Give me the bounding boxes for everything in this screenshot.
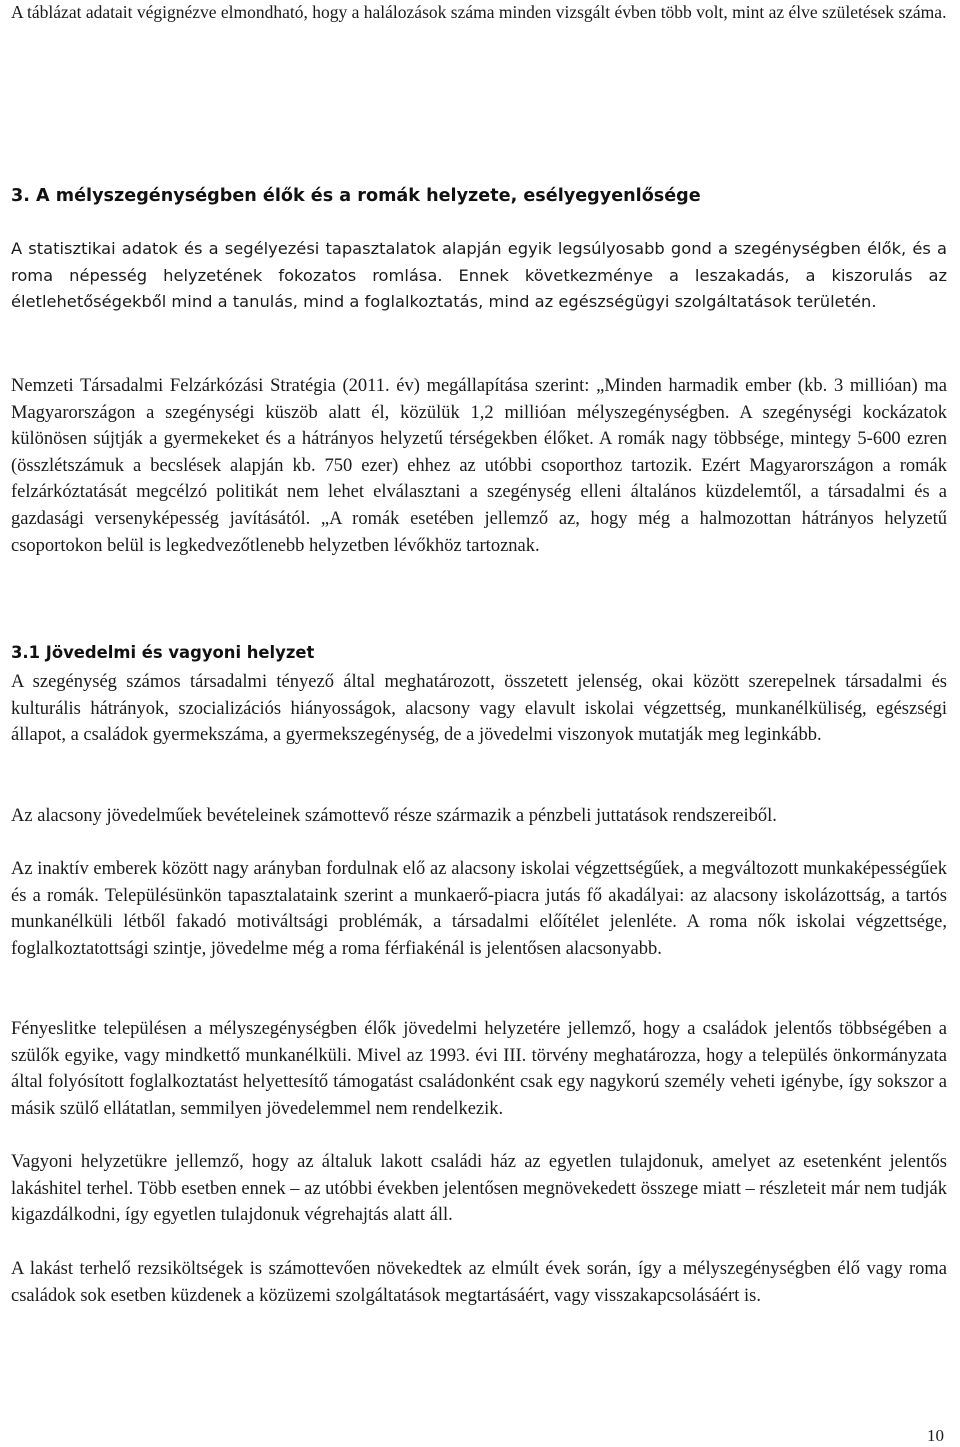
section-3-1-paragraph-1: A szegénység számos társadalmi tényező által meghatározott, összetett jelenség, okai között szerepelnek társadalmi és kulturális hátrányok, szocializációs hiányosságok, alacsony vagy elavult iskolai végzettség, munkanélküliség, egészségi állapot, a családok gyermekszáma, a gyermekszegénység, de a jövedelmi viszonyok mutatják meg leginkább. <box>11 672 947 746</box>
section-3-1-heading: 3.1 Jövedelmi és vagyoni helyzet <box>11 643 315 662</box>
section-3-1-paragraph-4: Fényeslitke településen a mélyszegénységben élők jövedelmi helyzetére jellemző, hogy a családok jelentős többségében a szülők egyike, vagy mindkettő munkanélküli. Mivel az 1993. évi III. törvény meghatározza, hogy a település önkormányzata által folyósított foglalkoztatást helyettesítő támogatást családonként csak egy nagykorú személy veheti igénybe, így sokszor a másik szülő ellátatlan, semmilyen jövedelemmel nem rendelkezik. <box>11 1019 947 1119</box>
section-3-heading: 3. A mélyszegénységben élők és a romák helyzete, esélyegyenlősége <box>11 186 701 206</box>
section-3-1-paragraph-2: Az alacsony jövedelműek bevételeinek számottevő része származik a pénzbeli juttatások rendszereiből. <box>11 806 777 826</box>
section-3-1-paragraph-5: Vagyoni helyzetükre jellemző, hogy az általuk lakott családi ház az egyetlen tulajdonuk, amelyet az esetenként jelentős lakáshitel terhel. Több esetben ennek – az utóbbi években jelentősen megnövekedett összege miatt – részleteit már nem tudják kigazdálkodni, így egyetlen tulajdonuk végrehajtás alatt áll. <box>11 1152 947 1226</box>
section-3-paragraph-1: A statisztikai adatok és a segélyezési tapasztalatok alapján egyik legsúlyosabb gond a szegénységben élők, és a roma népesség helyzetének fokozatos romlása. Ennek következménye a leszakadás, a kiszorulás az életlehetőségekből mind a tanulás, mind a foglalkoztatás, mind az egészségügyi szolgáltatások területén. <box>11 239 947 311</box>
page-number: 10 <box>927 1426 944 1445</box>
section-3-paragraph-2: Nemzeti Társadalmi Felzárkózási Stratégia (2011. év) megállapítása szerint: „Minden harmadik ember (kb. 3 millióan) ma Magyarországon a szegénységi küszöb alatt él, közülük 1,2 millióan mélyszegénységben. A szegénységi kockázatok különösen sújtják a gyermekeket és a hátrányos helyzetű térségekben élőket. A romák nagy többsége, mintegy 5-600 ezren (összlétszámuk a becslések alapján kb. 750 ezer) ehhez az utóbbi csoporthoz tartozik. Ezért Magyarországon a romák felzárkóztatását megcélzó politikát nem lehet elválasztani a szegénység elleni általános küzdelemtől, a társadalmi és a gazdasági versenyképesség javításától. „A romák esetében jellemző az, hogy még a halmozottan hátrányos helyzetű csoportokon belül is legkedvezőtlenebb helyzetben lévőkhöz tartoznak. <box>11 376 947 556</box>
intro-paragraph: A táblázat adatait végignézve elmondható, hogy a halálozások száma minden vizsgált évben több volt, mint az élve születések száma. <box>11 2 947 22</box>
section-3-1-paragraph-3: Az inaktív emberek között nagy arányban fordulnak elő az alacsony iskolai végzettségűek, a megváltozott munkaképességűek és a romák. Településünkön tapasztalataink szerint a munkaerő-piacra jutás fő akadályai: az alacsony iskolázottság, a tartós munkanélküli létből fakadó motiváltsági problémák, a társadalmi előítélet jelenléte. A roma nők iskolai végzettsége, foglalkoztatottsági szintje, jövedelme még a roma férfiakénál is jelentősen alacsonyabb. <box>11 859 947 959</box>
section-3-1-paragraph-6: A lakást terhelő rezsiköltségek is számottevően növekedtek az elmúlt évek során, így a mélyszegénységben élő vagy roma családok sok esetben küzdenek a közüzemi szolgáltatások megtartásáért, vagy visszakapcsolásáért is. <box>11 1259 947 1306</box>
